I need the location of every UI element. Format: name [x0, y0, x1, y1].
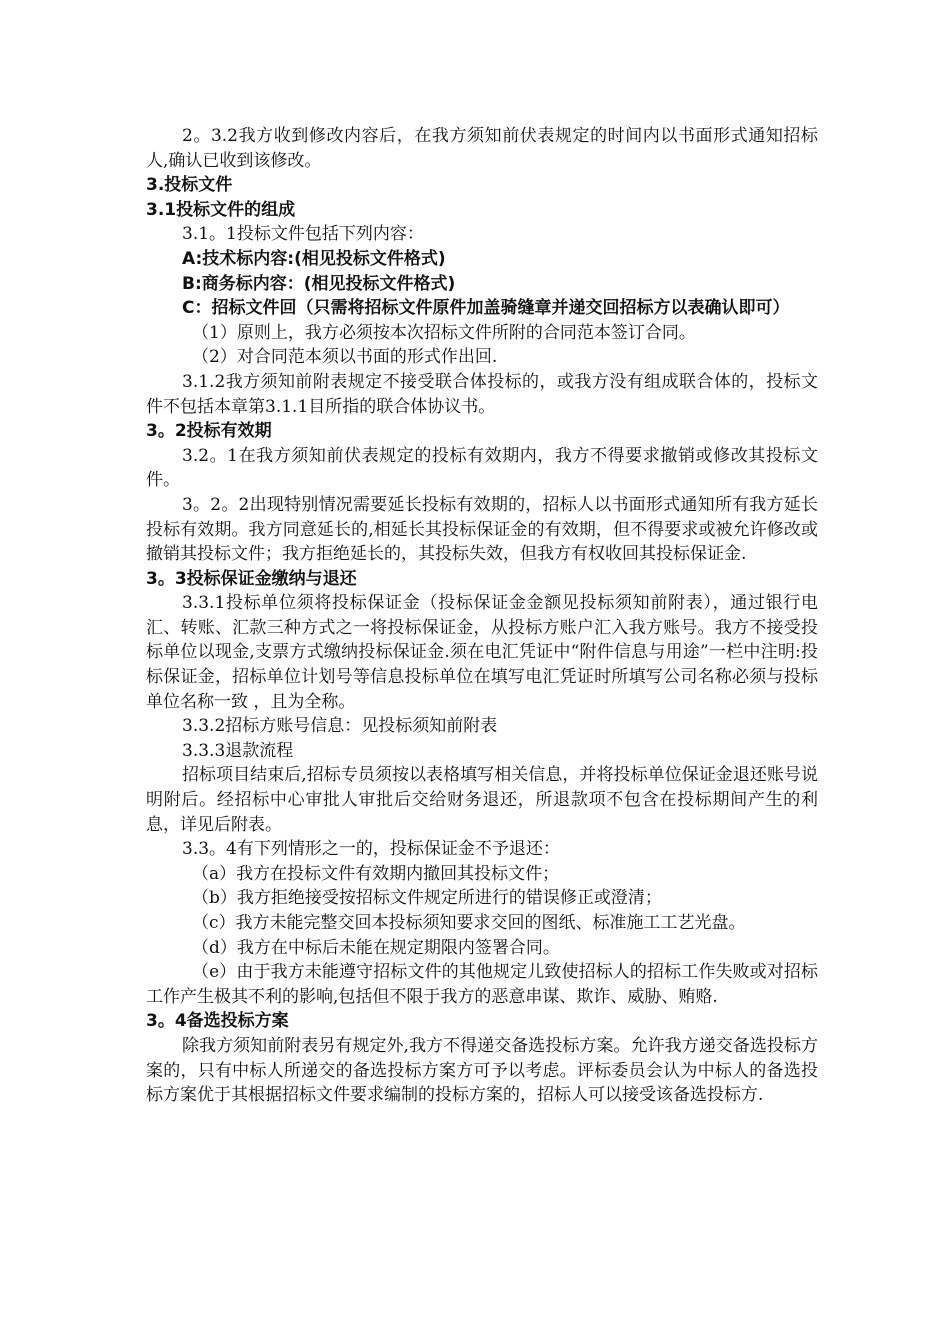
item-b: B:商务标内容：(相见投标文件格式): [182, 273, 456, 294]
item-e-b: （b）我方拒绝接受按招标文件规定所进行的错误修正或澄清；: [192, 888, 662, 909]
paragraph-3-1-1: 3.1。1投标文件包括下列内容：: [182, 224, 424, 245]
paragraph-3-1-2: 3.1.2我方须知前附表规定不接受联合体投标的，或我方没有组成联合体的，投标文件不包括本章第3.1.1目所指的联合体协议书。: [146, 371, 818, 417]
heading-3: 3.投标文件: [146, 175, 233, 196]
paragraph-3-3-2: 3.3.2招标方账号信息：见投标须知前附表: [182, 716, 498, 737]
item-c: C：招标文件回（只需将招标文件原件加盖骑缝章并递交回招标方以表确认即可）: [182, 298, 790, 319]
item-c-2: （2）对合同范本须以书面的形式作出回.: [192, 347, 498, 368]
item-c-1: （1）原则上，我方必须按本次招标文件所附的合同范本签订合同。: [192, 322, 696, 343]
paragraph-3-3-1: 3.3.1投标单位须将投标保证金（投标保证金金额见投标须知前附表），通过银行电汇、转账、汇款三种方式之一将投标保证金，从投标方账户汇入我方账号。我方不接受投标单位以现金,支票方式缴纳投标保证金.须在电汇凭证中“附件信息与用途”一栏中注明:投标保证金，招标单位计划号等信息投标单位在填写电汇凭证时所填写公司名称必须与投标单位名称一致 ，且为全称。: [146, 593, 818, 712]
paragraph-3-3-4: 3.3。4有下列情形之一的，投标保证金不予退还：: [182, 839, 560, 860]
paragraph-3-4: 除我方须知前附表另有规定外,我方不得递交备选投标方案。允许我方递交备选投标方案的，只有中标人所递交的备选投标方案方可予以考虑。评标委员会认为中标人的备选投标方案优于其根据招标文件要求编制的投标方案的，招标人可以接受该备选投标方.: [146, 1035, 818, 1106]
item-a: A:技术标内容:(相见投标文件格式): [182, 248, 446, 269]
paragraph-3-3-3: 3.3.3退款流程: [182, 740, 294, 761]
item-e-e: （e）由于我方未能遵守招标文件的其他规定儿致使招标人的招标工作失败或对招标工作产生极其不利的影响,包括但不限于我方的恶意串谋、欺诈、威胁、贿赂.: [146, 962, 818, 1007]
item-e-c: （c）我方未能完整交回本投标须知要求交回的图纸、标准施工工艺光盘。: [192, 913, 746, 933]
item-e-a: （a）我方在投标文件有效期内撤回其投标文件；: [192, 863, 560, 884]
item-e-d: （d）我方在中标后未能在规定期限内签署合同。: [192, 937, 560, 958]
heading-3-4: 3。4备选投标方案: [146, 1011, 289, 1032]
paragraph-refund-process: 招标项目结束后,招标专员须按以表格填写相关信息，并将投标单位保证金退还账号说明附后。经招标中心审批人审批后交给财务退还，所退款项不包含在投标期间产生的利息，详见后附表。: [146, 765, 818, 835]
paragraph-3-2-2: 3。2。2出现特别情况需要延长投标有效期的，招标人以书面形式通知所有我方延长投标有效期。我方同意延长的,相延长其投标保证金的有效期，但不得要求或被允许修改或撤销其投标文件；我方拒绝延长的，其投标失效，但我方有权收回其投标保证金.: [146, 494, 818, 565]
heading-3-3: 3。3投标保证金缴纳与退还: [146, 568, 357, 589]
paragraph-3-2-1: 3.2。1在我方须知前伏表规定的投标有效期内，我方不得要求撤销或修改其投标文件。: [146, 445, 818, 491]
paragraph-2-3-2: 2。3.2我方收到修改内容后，在我方须知前伏表规定的时间内以书面形式通知招标人,确认已收到该修改。: [146, 126, 818, 171]
document-page: [146, 124, 818, 1108]
heading-3-2: 3。2投标有效期: [146, 421, 272, 442]
heading-3-1: 3.1投标文件的组成: [146, 199, 296, 220]
